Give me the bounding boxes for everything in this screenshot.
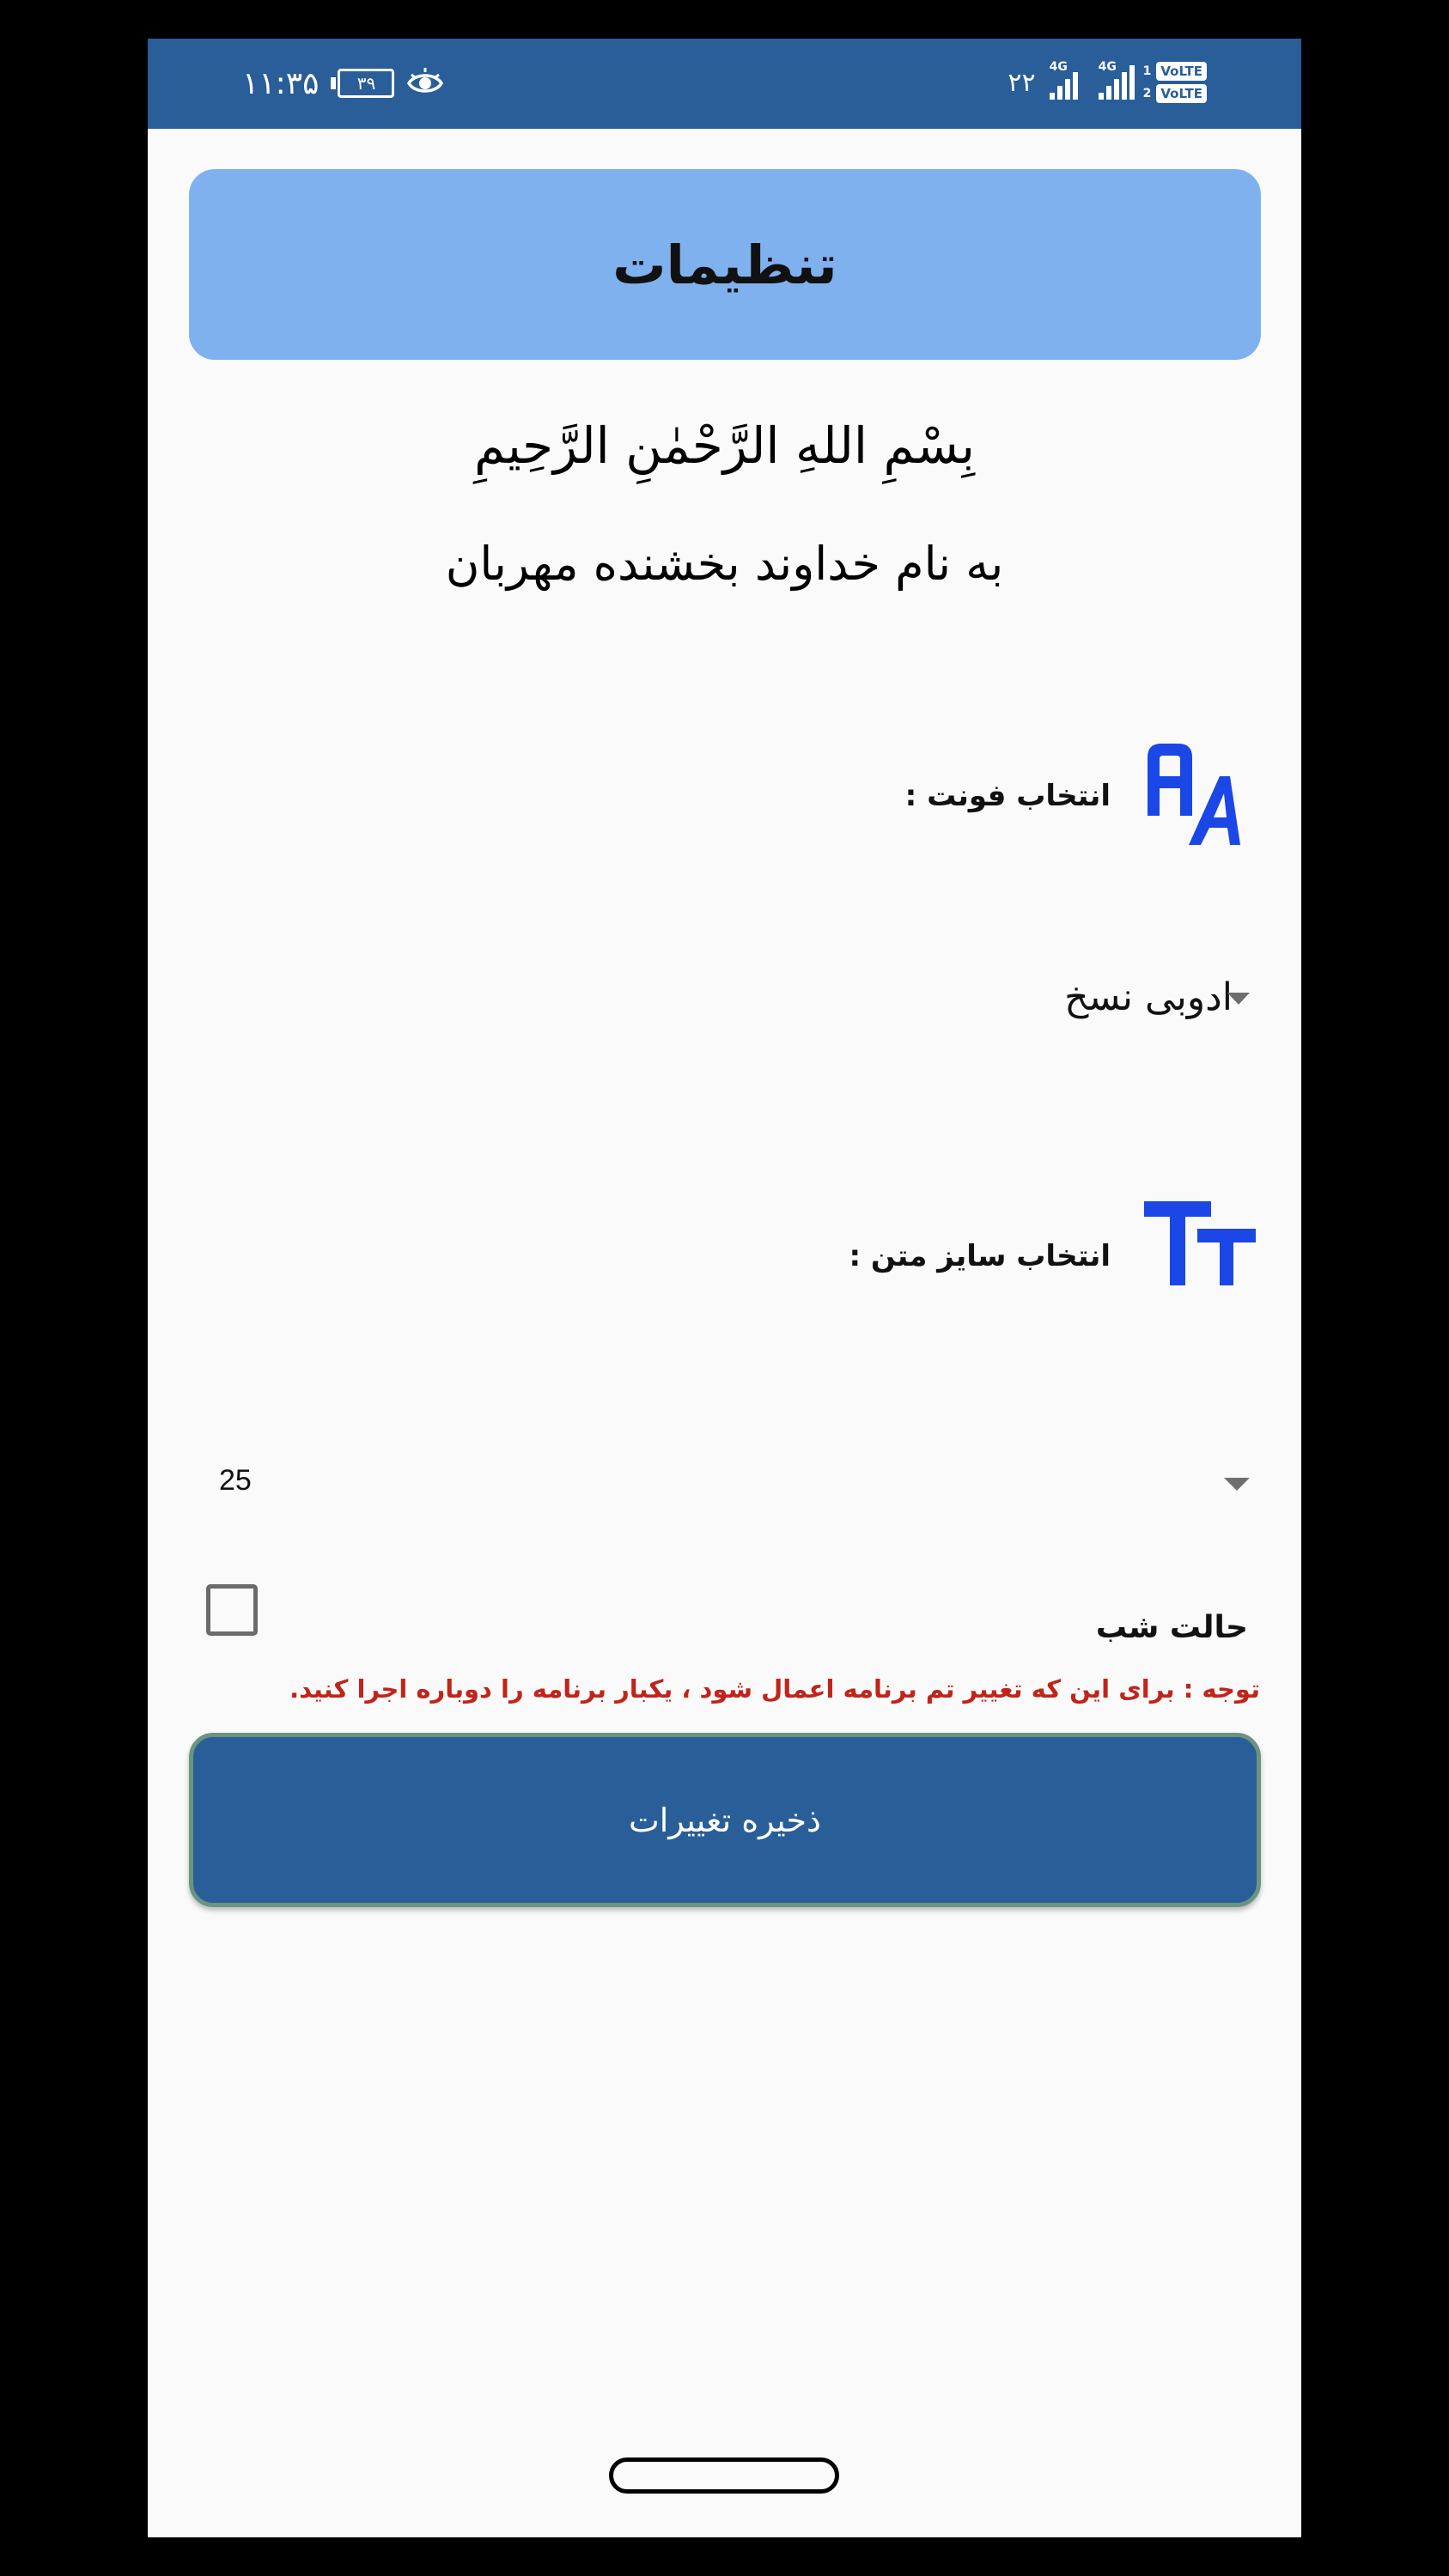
size-setting-label: انتخاب سایز متن :: [849, 1239, 1111, 1273]
battery-tip: [331, 77, 336, 89]
chevron-down-icon: [1227, 993, 1250, 1005]
home-indicator[interactable]: [609, 2458, 839, 2494]
network-type-label: 4G: [1049, 60, 1068, 74]
volte-badge: VoLTE: [1156, 62, 1207, 81]
sim1-label: 1: [1142, 64, 1152, 78]
eye-icon: [406, 64, 444, 102]
save-button-label: ذخیره تغییرات: [629, 1801, 821, 1839]
night-mode-label: حالت شب: [1095, 1610, 1248, 1645]
text-size-dropdown-value: 25: [219, 1464, 252, 1497]
sim2-label: 2: [1142, 87, 1152, 100]
network-type-label: 4G: [1098, 60, 1117, 74]
signal-icon-sim1: [1049, 60, 1078, 100]
font-setting-label: انتخاب فونت :: [904, 779, 1111, 813]
bismillah-persian: به نام خداوند بخشنده مهربان: [445, 537, 1004, 591]
battery-level: ۳۹: [338, 69, 394, 98]
text-size-dropdown[interactable]: [148, 1447, 1301, 1524]
volte-indicators: [1143, 62, 1207, 103]
battery-icon: [331, 69, 394, 98]
night-mode-checkbox[interactable]: [206, 1584, 258, 1636]
header-card: [189, 169, 1261, 360]
font-dropdown[interactable]: [148, 962, 1301, 1039]
status-bar-right: [1008, 52, 1207, 112]
signal-icon-sim2: [1098, 60, 1135, 100]
status-time: ۱۱:۳۵: [242, 65, 320, 101]
volte-badge: VoLTE: [1156, 84, 1207, 103]
text-size-tt-icon: [1144, 1198, 1256, 1292]
font-dropdown-value: ادوبی نسخ: [1064, 975, 1233, 1019]
chevron-down-icon: [1224, 1478, 1250, 1491]
save-changes-button[interactable]: [189, 1733, 1261, 1907]
phone-screen: [148, 39, 1301, 2537]
status-number: ۲۲: [1008, 67, 1036, 98]
theme-change-note: توجه : برای این که تغییر تم برنامه اعمال شود ، یکبار برنامه را دوباره اجرا کنید.: [289, 1674, 1260, 1704]
page-title: تنظیمات: [612, 233, 837, 296]
bismillah-arabic: بِسْمِ اللهِ الرَّحْمٰنِ الرَّحِیمِ: [474, 416, 975, 475]
status-bar: [148, 39, 1301, 129]
font-aa-icon: [1144, 738, 1256, 850]
status-bar-left: [242, 58, 444, 109]
